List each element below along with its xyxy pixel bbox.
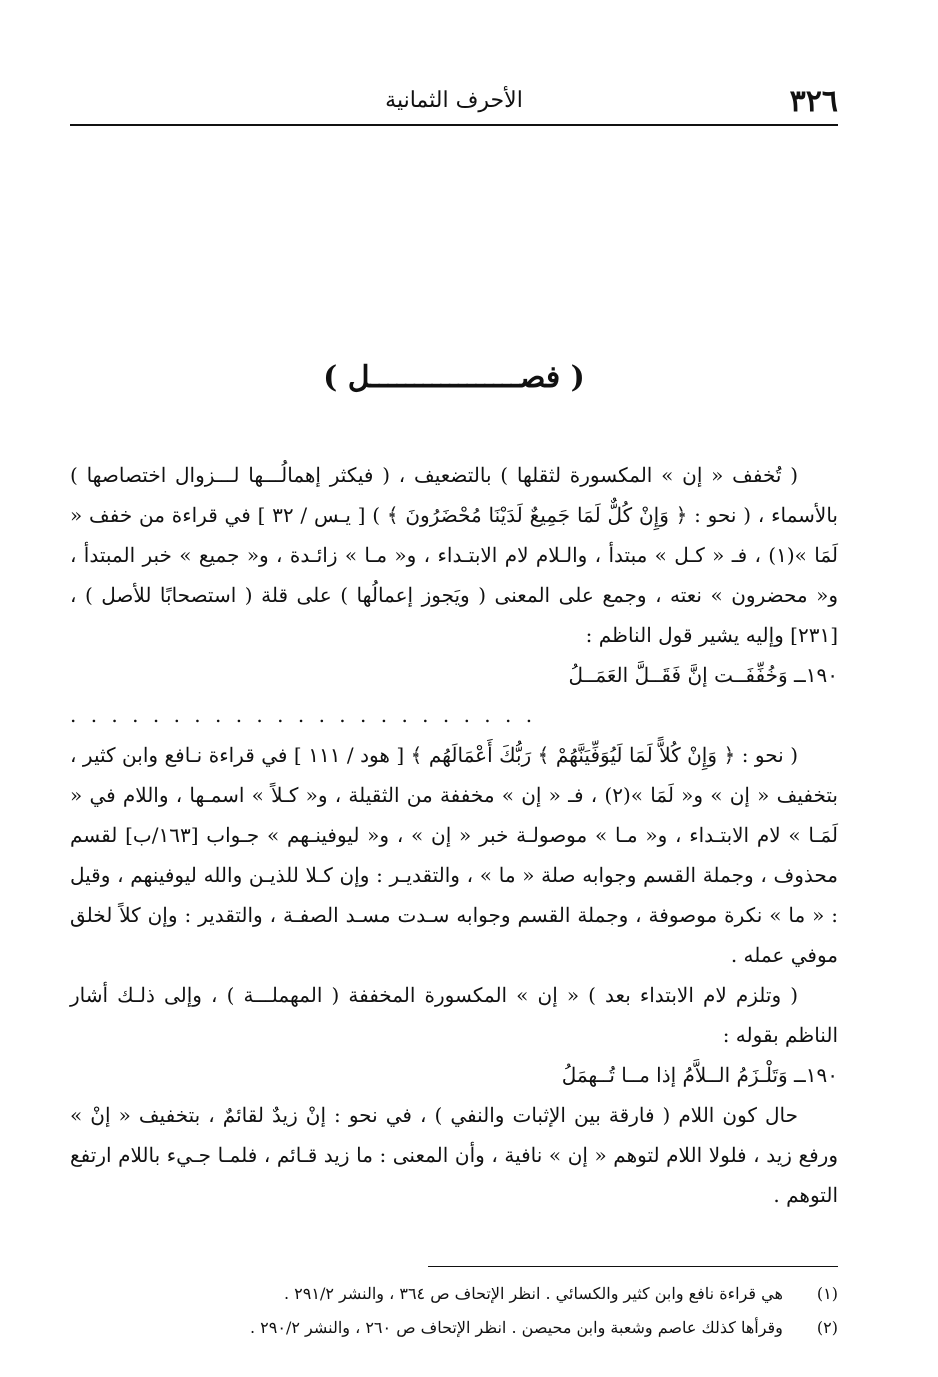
footnote-1 <box>70 1277 838 1311</box>
section-heading: ( فصـــــــــــــــــل ) <box>323 360 585 395</box>
footnote-2 <box>70 1311 838 1345</box>
paragraph-3: ( وتلزم لام الابتداء بعد ) « إن » المكسورة المخففة ( المهملـــة ) ، وإلى ذلـك أشار الناظم بقوله : <box>70 983 838 1047</box>
footnote-text: وقرأها كذلك عاصم وشعبة وابن محيصن . انظر الإتحاف ص ٢٦٠ ، والنشر ٢٩٠/٢ . <box>249 1318 783 1337</box>
paragraph-4: حال كون اللام ( فارقة بين الإثبات والنفي ) ، في نحو : إنْ زيدٌ لقائمٌ ، بتخفيف « إنْ » ورفع زيد ، فلولا اللام لتوهم « إن » نافية ، وأن المعنى : ما زيد قـائم ، فلمـا جـيء باللام ارتفع التوهم . <box>70 1103 839 1207</box>
verse-dots-line-1 <box>70 695 838 735</box>
paragraph-2: ( نحو : ﴿ وَإِنْ كُلاًّ لَمَا لَيُوَفِّيَنَّهُمْ ﴾ رَبُّكَ أَعْمَالَهُم ﴾ [ هود / ١١١ ] في قراءة نـافع وابن كثير ، بتخفيف « إن » و« لَمَا »(٢) ، فـ « إن » مخففة من الثقيلة ، و« كـلاً » اسمـها ، واللام في « لَمَـا » لام الابتـداء ، و« مـا » موصولـة خبر « إن » ، و« ليوفينـهم » جـواب [١٦٣/ب] لقسم محذوف ، وجملة القسم وجوابه صلة « ما » ، والتقديـر : وإن كـلا للذيـن والله ليوفينهم ، وقيل : « ما » نكرة موصوفة ، وجملة القسم وجوابه سـدت مسـد الصفـة ، والتقدير : وإن كلاً لخلق موفي عمله . <box>70 743 838 967</box>
page-number: ٣٢٦ <box>789 84 838 119</box>
footnote-number: (٢) <box>816 1318 838 1337</box>
verse-line-2 <box>70 1055 838 1095</box>
footnote-text: هي قراءة نافع وابن كثير والكسائي . انظر الإتحاف ص ٣٦٤ ، والنشر ٢٩١/٢ . <box>284 1284 783 1303</box>
page-header <box>70 82 838 126</box>
footnote-divider <box>428 1266 838 1267</box>
footnote-number: (١) <box>816 1284 838 1303</box>
verse-text: ١٩٠ــ وَتَلْـزَمُ الــلاَّمُ إذا مــا تُــهمَلُ <box>561 1063 838 1087</box>
verse-text: ١٩٠ــ وَخُفِّفَــت إنَّ فَقَــلَّ العَمَــلُ <box>568 663 838 687</box>
body-text <box>70 455 838 1215</box>
paragraph-1: ( تُخفف « إن » المكسورة لثقلها ) بالتضعيف ، ( فيكثر إهمالُـــها لـــزوال اختصاصها ) بالأسماء ، ( نحو : ﴿ وَإِنْ كُلٌّ لَمَا جَمِيعٌ لَدَيْنَا مُحْضَرُونَ ﴾ ) [ يـس / ٣٢ ] في قراءة من خفف « لَمَا »(١) ، فـ « كـل » مبتدأ ، والـلام لام الابتـداء ، و« مـا » زائـدة ، و« جميع » خبر المبتدأ ، و« محضرون » نعته ، وجمع على المعنى ( ويَجوز إعمالُها ) على قلة ( استصحابًا للأصل ) ، [٢٣١] وإليه يشير قول الناظم : <box>70 463 838 647</box>
verse-dots: . . . . . . . . . . . . . . . . . . . . . . . <box>70 703 537 727</box>
verse-line-1 <box>70 655 838 695</box>
running-title: الأحرف الثمانية <box>385 88 523 113</box>
footnotes <box>70 1266 838 1345</box>
